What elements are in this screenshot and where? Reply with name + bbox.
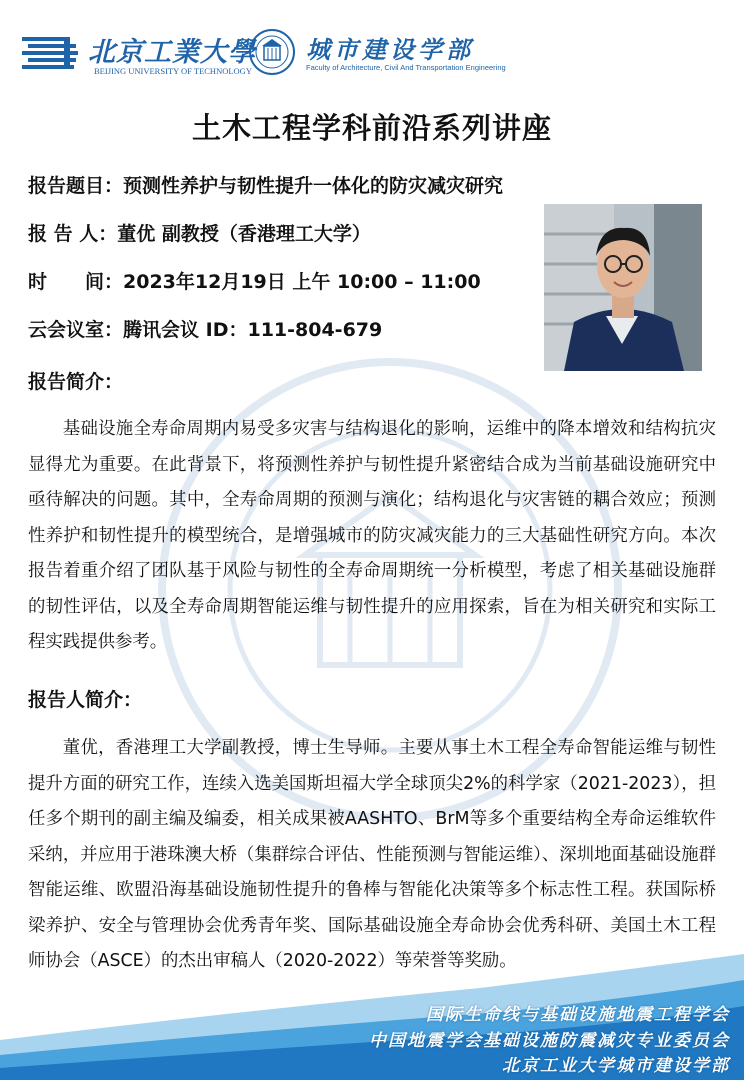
time-label: 时 间： — [28, 271, 124, 293]
meeting-room-row — [28, 315, 382, 342]
bio-heading: 报告人简介： — [28, 689, 143, 711]
abstract-text: 基础设施全寿命周期内易受多灾害与结构退化的影响，运维中的降本增效和结构抗灾显得尤为重要。在此背景下，将预测性养护与韧性提升紧密结合成为当前基础设施研究中亟待解决的问题。其中，全寿命周期的预测与演化；结构退化与灾害链的耦合效应；预测性养护和韧性提升的模型统合，是增强城市的防灾减灾能力的三大基础性研究方向。本次报告着重介绍了团队基于风险与韧性的全寿命周期统一分析模型，考虑了相关基础设施群的韧性评估，以及全寿命周期智能运维与韧性提升的应用探索，旨在为相关研究和实际工程实践提供参考。 — [28, 419, 716, 652]
topic-value: 预测性养护与韧性提升一体化的防灾减灾研究 — [123, 175, 504, 197]
department-seal-icon — [248, 28, 296, 76]
footer-org-1: 国际生命线与基础设施地震工程学会 — [426, 1005, 730, 1025]
meeting-room-value: 腾讯会议 ID：111-804-679 — [123, 319, 383, 341]
footer-org-2: 中国地震学会基础设施防震减灾专业委员会 — [369, 1031, 730, 1051]
meeting-room-label: 云会议室： — [28, 319, 124, 341]
footer-org-3: 北京工业大学城市建设学部 — [502, 1056, 730, 1076]
topic-row — [28, 171, 503, 198]
university-logo — [22, 30, 256, 80]
speaker-photo — [544, 204, 702, 371]
department-name-cn: 城市建设学部 — [306, 35, 474, 64]
speaker-row — [28, 219, 371, 246]
speaker-value: 董优 副教授（香港理工大学） — [117, 223, 371, 245]
university-emblem-icon — [22, 34, 84, 74]
time-row — [28, 267, 481, 294]
time-value: 2023年12月19日 上午 10:00 – 11:00 — [123, 271, 481, 293]
topic-label: 报告题目： — [28, 175, 124, 197]
speaker-portrait-icon — [544, 204, 702, 371]
department-name-en: Faculty of Architecture, Civil And Transportation Engineering — [306, 63, 506, 72]
lecture-series-title: 土木工程学科前沿系列讲座 — [191, 111, 552, 145]
university-name-en: BEIJING UNIVERSITY OF TECHNOLOGY — [94, 66, 252, 76]
speaker-label: 报 告 人： — [28, 223, 118, 245]
abstract-heading: 报告简介： — [28, 371, 124, 393]
bio-text: 董优，香港理工大学副教授，博士生导师。主要从事土木工程全寿命智能运维与韧性提升方面的研究工作，连续入选美国斯坦福大学全球顶尖2%的科学家（2021-2023），担任多个期刊的副主编及编委，相关成果被AASHTO、BrM等多个重要结构全寿命运维软件采纳，并应用于港珠澳大桥（集群综合评估、性能预测与智能运维）、深圳地面基础设施群智能运维、欧盟沿海基础设施韧性提升的鲁棒与智能化决策等多个标志性工程。获国际桥梁养护、安全与管理协会优秀青年奖、国际基础设施全寿命协会优秀科研、美国土木工程师协会（ASCE）的杰出审稿人（2020-2022）等荣誉等奖励。 — [28, 738, 716, 971]
university-name-cn: 北京工業大學 — [88, 37, 256, 68]
